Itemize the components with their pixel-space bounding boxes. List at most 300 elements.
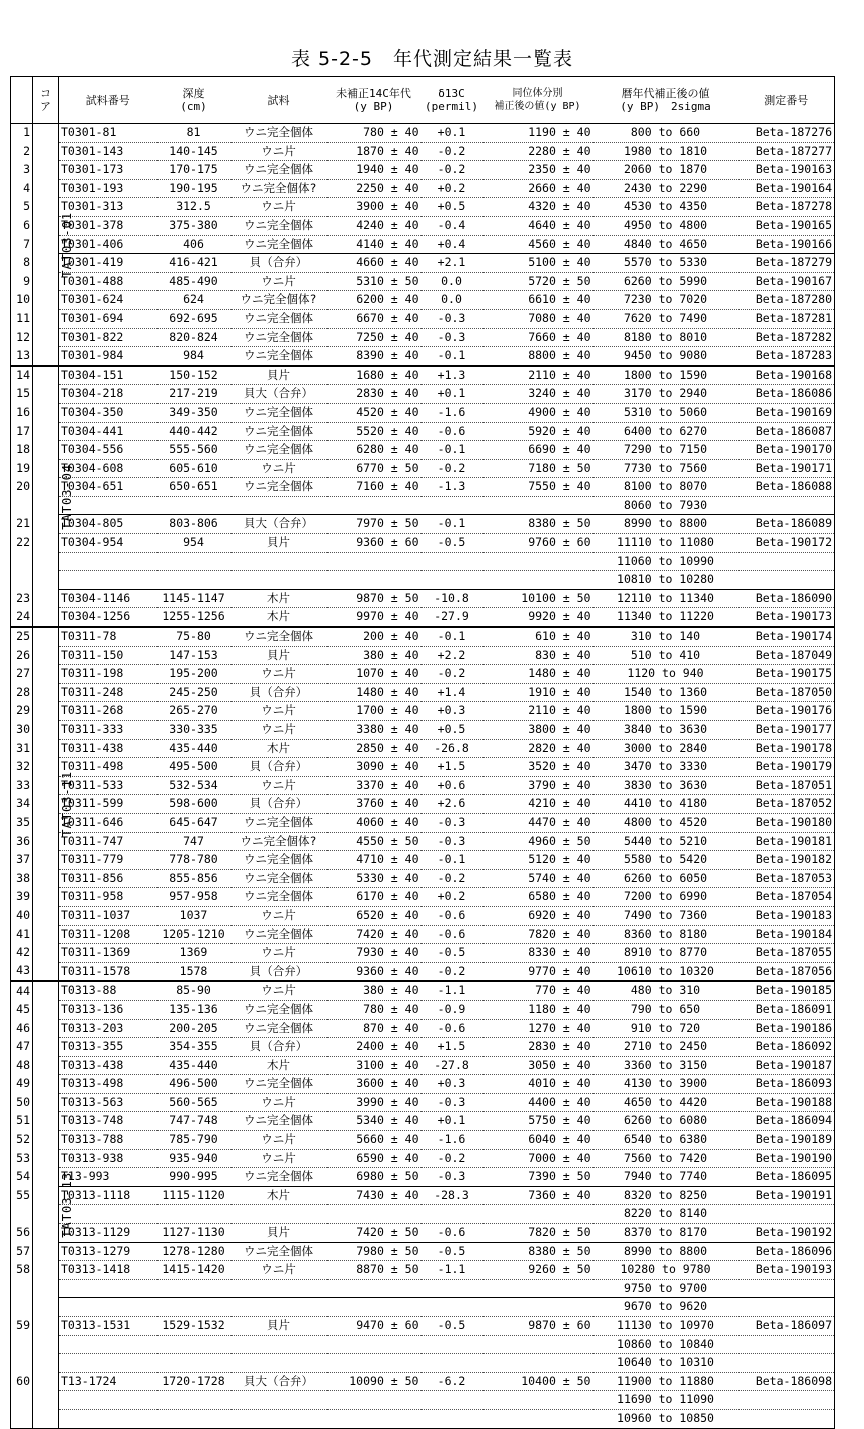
cell-age: 2400 ± 40: [327, 1038, 421, 1057]
row-number: 47: [11, 1038, 33, 1057]
cell-iso: [483, 1279, 593, 1298]
cell-sample: T0311-1369: [59, 944, 157, 963]
cell-sample: T0304-441: [59, 422, 157, 441]
cell-material: ウニ完全個体: [231, 1075, 327, 1094]
cell-cal: 8100 to 8070: [593, 478, 739, 497]
cell-cal: 10610 to 10320: [593, 962, 739, 981]
cell-depth: 140-145: [157, 142, 231, 161]
cell-cal: 1800 to 1590: [593, 366, 739, 385]
cell-age: 380 ± 40: [327, 981, 421, 1000]
cell-cal: 11110 to 11080: [593, 534, 739, 553]
cell-cal: 10640 to 10310: [593, 1354, 739, 1373]
cell-age: 2830 ± 40: [327, 385, 421, 404]
cell-delta: -1.1: [421, 981, 483, 1000]
cell-cal: 7490 to 7360: [593, 906, 739, 925]
table-row: [11, 1149, 835, 1168]
cell-material: 貝片: [231, 1317, 327, 1336]
cell-code: Beta-187283: [739, 347, 835, 366]
row-number: 60: [11, 1372, 33, 1391]
row-number: 16: [11, 403, 33, 422]
cell-delta: [421, 1335, 483, 1354]
cell-delta: -0.6: [421, 906, 483, 925]
cell-material: ウニ完全個体: [231, 478, 327, 497]
cell-age: 3100 ± 40: [327, 1056, 421, 1075]
table-row: [11, 702, 835, 721]
cell-age: 870 ± 40: [327, 1019, 421, 1038]
cell-material: [231, 1354, 327, 1373]
core-label-text: TAT03-04: [60, 463, 75, 530]
cell-age: 10090 ± 50: [327, 1372, 421, 1391]
row-number: [11, 571, 33, 590]
cell-iso: 5100 ± 40: [483, 254, 593, 273]
cell-sample: T0301-406: [59, 235, 157, 254]
cell-age: 200 ± 40: [327, 627, 421, 646]
cell-sample: T0313-203: [59, 1019, 157, 1038]
table-row: [11, 1279, 835, 1298]
cell-cal: 7940 to 7740: [593, 1168, 739, 1187]
cell-age: 5310 ± 50: [327, 272, 421, 291]
cell-depth: 560-565: [157, 1093, 231, 1112]
cell-delta: -1.3: [421, 478, 483, 497]
cell-depth: 1415-1420: [157, 1261, 231, 1280]
cell-depth: 624: [157, 291, 231, 310]
header-cal: 暦年代補正後の値 (y BP) 2sigma: [593, 77, 739, 124]
row-number: 22: [11, 534, 33, 553]
table-row: [11, 1000, 835, 1019]
table-row: [11, 216, 835, 235]
cell-material: ウニ片: [231, 1131, 327, 1150]
cell-depth: [157, 1298, 231, 1317]
table-row: [11, 683, 835, 702]
header-code: 測定番号: [739, 77, 835, 124]
cell-depth: [157, 1205, 231, 1224]
cell-sample: T0311-533: [59, 776, 157, 795]
cell-material: [231, 1298, 327, 1317]
cell-code: Beta-190176: [739, 702, 835, 721]
cell-material: ウニ完全個体: [231, 869, 327, 888]
cell-iso: [483, 1335, 593, 1354]
cell-delta: -0.5: [421, 534, 483, 553]
cell-material: ウニ完全個体: [231, 888, 327, 907]
cell-depth: [157, 552, 231, 571]
cell-age: [327, 496, 421, 515]
cell-iso: 4320 ± 40: [483, 198, 593, 217]
cell-depth: 170-175: [157, 161, 231, 180]
cell-depth: 265-270: [157, 702, 231, 721]
cell-iso: 7390 ± 50: [483, 1168, 593, 1187]
cell-iso: 10400 ± 50: [483, 1372, 593, 1391]
cell-age: 1680 ± 40: [327, 366, 421, 385]
cell-sample: T0311-268: [59, 702, 157, 721]
table-row: [11, 496, 835, 515]
cell-material: ウニ完全個体: [231, 403, 327, 422]
cell-delta: -0.2: [421, 459, 483, 478]
cell-depth: [157, 1409, 231, 1428]
table-row: [11, 608, 835, 627]
table-row: [11, 739, 835, 758]
cell-sample: T0311-1208: [59, 925, 157, 944]
cell-iso: 2110 ± 40: [483, 366, 593, 385]
table-row: [11, 851, 835, 870]
cell-code: Beta-190164: [739, 179, 835, 198]
cell-cal: 6260 to 6050: [593, 869, 739, 888]
cell-code: [739, 496, 835, 515]
cell-iso: 2110 ± 40: [483, 702, 593, 721]
cell-depth: 354-355: [157, 1038, 231, 1057]
cell-age: 3380 ± 40: [327, 721, 421, 740]
cell-delta: +0.2: [421, 179, 483, 198]
cell-sample: T0304-350: [59, 403, 157, 422]
cell-depth: 150-152: [157, 366, 231, 385]
cell-age: 8390 ± 40: [327, 347, 421, 366]
cell-delta: +0.1: [421, 1112, 483, 1131]
cell-depth: [157, 1354, 231, 1373]
cell-cal: 7560 to 7420: [593, 1149, 739, 1168]
cell-material: ウニ完全個体: [231, 1112, 327, 1131]
row-number: 20: [11, 478, 33, 497]
cell-cal: 310 to 140: [593, 627, 739, 646]
cell-sample: T0301-313: [59, 198, 157, 217]
cell-code: Beta-190172: [739, 534, 835, 553]
cell-material: ウニ完全個体: [231, 441, 327, 460]
cell-material: ウニ完全個体: [231, 347, 327, 366]
cell-cal: 7230 to 7020: [593, 291, 739, 310]
table-row: [11, 385, 835, 404]
row-number: 30: [11, 721, 33, 740]
cell-depth: 532-534: [157, 776, 231, 795]
cell-material: [231, 1391, 327, 1410]
cell-sample: T0304-1256: [59, 608, 157, 627]
cell-delta: +0.3: [421, 702, 483, 721]
table-row: [11, 1261, 835, 1280]
row-number: 23: [11, 589, 33, 608]
cell-sample: T0304-556: [59, 441, 157, 460]
row-number: 38: [11, 869, 33, 888]
cell-depth: 990-995: [157, 1168, 231, 1187]
cell-sample: T0313-1129: [59, 1224, 157, 1243]
cell-delta: -0.6: [421, 1019, 483, 1038]
cell-delta: -0.6: [421, 1224, 483, 1243]
cell-iso: 9260 ± 50: [483, 1261, 593, 1280]
cell-age: 7980 ± 50: [327, 1242, 421, 1261]
cell-sample: T0311-599: [59, 795, 157, 814]
core-label-text: TAT03-01: [60, 211, 75, 278]
cell-depth: 485-490: [157, 272, 231, 291]
table-row: [11, 198, 835, 217]
cell-cal: 5440 to 5210: [593, 832, 739, 851]
cell-iso: 2350 ± 40: [483, 161, 593, 180]
cell-iso: [483, 1205, 593, 1224]
cell-age: [327, 571, 421, 590]
row-number: 28: [11, 683, 33, 702]
cell-age: 6770 ± 50: [327, 459, 421, 478]
cell-cal: 3840 to 3630: [593, 721, 739, 740]
row-number: 9: [11, 272, 33, 291]
cell-cal: 1120 to 940: [593, 665, 739, 684]
cell-material: ウニ完全個体?: [231, 291, 327, 310]
cell-material: 貝片: [231, 534, 327, 553]
cell-delta: -1.6: [421, 1131, 483, 1150]
row-number: [11, 496, 33, 515]
cell-code: Beta-190181: [739, 832, 835, 851]
cell-cal: 9450 to 9080: [593, 347, 739, 366]
cell-cal: 7200 to 6990: [593, 888, 739, 907]
cell-sample: T0311-498: [59, 758, 157, 777]
cell-sample: T0301-488: [59, 272, 157, 291]
cell-delta: [421, 1205, 483, 1224]
cell-code: Beta-186087: [739, 422, 835, 441]
cell-iso: 8380 ± 50: [483, 1242, 593, 1261]
cell-code: Beta-190185: [739, 981, 835, 1000]
cell-sample: T0313-438: [59, 1056, 157, 1075]
cell-sample: T0301-822: [59, 328, 157, 347]
cell-sample: T0311-333: [59, 721, 157, 740]
table-row: [11, 422, 835, 441]
cell-material: 貝大（合弁）: [231, 1372, 327, 1391]
cell-material: ウニ完全個体: [231, 124, 327, 143]
row-number: [11, 1205, 33, 1224]
cell-sample: T0304-651: [59, 478, 157, 497]
cell-cal: 8360 to 8180: [593, 925, 739, 944]
cell-cal: 11060 to 10990: [593, 552, 739, 571]
cell-cal: 8370 to 8170: [593, 1224, 739, 1243]
cell-code: [739, 1279, 835, 1298]
cell-iso: 4210 ± 40: [483, 795, 593, 814]
cell-delta: [421, 1409, 483, 1428]
cell-sample: T0301-173: [59, 161, 157, 180]
cell-material: ウニ片: [231, 1149, 327, 1168]
cell-cal: 8990 to 8800: [593, 1242, 739, 1261]
cell-iso: 6040 ± 40: [483, 1131, 593, 1150]
cell-code: Beta-186086: [739, 385, 835, 404]
cell-sample: T13-1724: [59, 1372, 157, 1391]
cell-age: 4550 ± 50: [327, 832, 421, 851]
table-row: [11, 441, 835, 460]
cell-iso: 6690 ± 40: [483, 441, 593, 460]
row-number: 57: [11, 1242, 33, 1261]
cell-iso: 5920 ± 40: [483, 422, 593, 441]
cell-iso: 610 ± 40: [483, 627, 593, 646]
cell-code: Beta-190174: [739, 627, 835, 646]
cell-age: 3760 ± 40: [327, 795, 421, 814]
cell-sample: T0311-198: [59, 665, 157, 684]
table-row: [11, 142, 835, 161]
cell-cal: 5570 to 5330: [593, 254, 739, 273]
cell-delta: +1.4: [421, 683, 483, 702]
cell-age: 780 ± 40: [327, 124, 421, 143]
cell-age: 1480 ± 40: [327, 683, 421, 702]
cell-cal: 11340 to 11220: [593, 608, 739, 627]
cell-depth: 598-600: [157, 795, 231, 814]
cell-material: ウニ片: [231, 272, 327, 291]
cell-depth: 440-442: [157, 422, 231, 441]
cell-iso: [483, 552, 593, 571]
cell-sample: T0313-1418: [59, 1261, 157, 1280]
cell-code: Beta-186094: [739, 1112, 835, 1131]
cell-delta: +0.5: [421, 721, 483, 740]
table-row: [11, 1131, 835, 1150]
cell-depth: 1037: [157, 906, 231, 925]
cell-code: Beta-187278: [739, 198, 835, 217]
table-row: [11, 627, 835, 646]
cell-code: [739, 1298, 835, 1317]
cell-delta: -0.1: [421, 347, 483, 366]
cell-age: 1070 ± 40: [327, 665, 421, 684]
cell-sample: T0301-624: [59, 291, 157, 310]
cell-cal: 1540 to 1360: [593, 683, 739, 702]
cell-depth: 692-695: [157, 309, 231, 328]
table-row: [11, 309, 835, 328]
row-number: 3: [11, 161, 33, 180]
cell-cal: 5310 to 5060: [593, 403, 739, 422]
cell-age: 5520 ± 40: [327, 422, 421, 441]
cell-code: Beta-186088: [739, 478, 835, 497]
cell-material: ウニ片: [231, 198, 327, 217]
cell-code: [739, 552, 835, 571]
row-number: 6: [11, 216, 33, 235]
row-number: 51: [11, 1112, 33, 1131]
cell-iso: 7180 ± 50: [483, 459, 593, 478]
cell-cal: 11130 to 10970: [593, 1317, 739, 1336]
table-header: [11, 77, 835, 124]
row-number: 7: [11, 235, 33, 254]
cell-material: ウニ完全個体: [231, 161, 327, 180]
cell-code: [739, 1335, 835, 1354]
row-number: 24: [11, 608, 33, 627]
cell-cal: 10810 to 10280: [593, 571, 739, 590]
cell-sample: T0311-78: [59, 627, 157, 646]
core-label-text: TAT03-13: [60, 1172, 75, 1238]
cell-delta: -0.2: [421, 1149, 483, 1168]
cell-age: 7160 ± 40: [327, 478, 421, 497]
cell-age: 7970 ± 50: [327, 515, 421, 534]
cell-material: ウニ完全個体: [231, 1168, 327, 1187]
cell-delta: [421, 1354, 483, 1373]
cell-age: 7420 ± 50: [327, 1224, 421, 1243]
cell-delta: -27.8: [421, 1056, 483, 1075]
core-label: [33, 124, 75, 366]
header-core: コア: [33, 77, 59, 124]
row-number: 45: [11, 1000, 33, 1019]
cell-code: Beta-190189: [739, 1131, 835, 1150]
cell-cal: 6540 to 6380: [593, 1131, 739, 1150]
row-number: 32: [11, 758, 33, 777]
cell-material: [231, 1335, 327, 1354]
cell-sample: T0313-1118: [59, 1186, 157, 1205]
header-iso: 同位体分別 補正後の値(y BP): [483, 77, 593, 124]
cell-cal: 8180 to 8010: [593, 328, 739, 347]
cell-delta: -0.2: [421, 962, 483, 981]
row-number: 55: [11, 1186, 33, 1205]
cell-code: Beta-190188: [739, 1093, 835, 1112]
cell-delta: [421, 1391, 483, 1410]
cell-material: 貝片: [231, 1224, 327, 1243]
table-row: [11, 1372, 835, 1391]
core-label: [33, 981, 75, 1428]
cell-iso: 770 ± 40: [483, 981, 593, 1000]
cell-code: Beta-187056: [739, 962, 835, 981]
cell-cal: 9670 to 9620: [593, 1298, 739, 1317]
cell-code: Beta-186098: [739, 1372, 835, 1391]
header-age: 未補正14C年代 (y BP): [327, 77, 421, 124]
table-row: [11, 869, 835, 888]
cell-depth: 245-250: [157, 683, 231, 702]
cell-material: ウニ完全個体: [231, 309, 327, 328]
cell-depth: [157, 1391, 231, 1410]
cell-material: [231, 571, 327, 590]
cell-code: Beta-186093: [739, 1075, 835, 1094]
cell-age: 6520 ± 40: [327, 906, 421, 925]
cell-code: Beta-186089: [739, 515, 835, 534]
row-number: 15: [11, 385, 33, 404]
cell-cal: 3000 to 2840: [593, 739, 739, 758]
cell-iso: 7820 ± 40: [483, 925, 593, 944]
cell-depth: 190-195: [157, 179, 231, 198]
cell-iso: 9920 ± 40: [483, 608, 593, 627]
cell-code: [739, 1354, 835, 1373]
cell-cal: 910 to 720: [593, 1019, 739, 1038]
table-row: [11, 1205, 835, 1224]
table-body: [11, 124, 835, 1429]
table-row: [11, 665, 835, 684]
cell-age: 7930 ± 40: [327, 944, 421, 963]
cell-material: [231, 1409, 327, 1428]
cell-sample: T0301-419: [59, 254, 157, 273]
cell-depth: 645-647: [157, 813, 231, 832]
cell-code: Beta-190163: [739, 161, 835, 180]
cell-code: Beta-190179: [739, 758, 835, 777]
cell-material: 貝（合弁）: [231, 795, 327, 814]
cell-code: Beta-190166: [739, 235, 835, 254]
cell-depth: 75-80: [157, 627, 231, 646]
cell-code: Beta-187053: [739, 869, 835, 888]
table-row: [11, 552, 835, 571]
cell-iso: 7660 ± 40: [483, 328, 593, 347]
cell-iso: 830 ± 40: [483, 646, 593, 665]
cell-iso: 7080 ± 40: [483, 309, 593, 328]
cell-iso: 5120 ± 40: [483, 851, 593, 870]
table-row: [11, 515, 835, 534]
cell-delta: -0.1: [421, 627, 483, 646]
row-number: [11, 1354, 33, 1373]
row-number: 42: [11, 944, 33, 963]
cell-cal: 8320 to 8250: [593, 1186, 739, 1205]
cell-sample: T0313-355: [59, 1038, 157, 1057]
cell-depth: 349-350: [157, 403, 231, 422]
cell-sample: T0313-136: [59, 1000, 157, 1019]
row-number: 43: [11, 962, 33, 981]
row-number: 46: [11, 1019, 33, 1038]
cell-delta: -0.9: [421, 1000, 483, 1019]
cell-material: 木片: [231, 1056, 327, 1075]
cell-depth: 855-856: [157, 869, 231, 888]
cell-age: 4060 ± 40: [327, 813, 421, 832]
cell-cal: 8910 to 8770: [593, 944, 739, 963]
cell-depth: 555-560: [157, 441, 231, 460]
cell-material: ウニ片: [231, 459, 327, 478]
cell-delta: -0.4: [421, 216, 483, 235]
table-row: [11, 1075, 835, 1094]
cell-age: 3990 ± 40: [327, 1093, 421, 1112]
table-row: [11, 589, 835, 608]
cell-depth: 820-824: [157, 328, 231, 347]
row-number: 1: [11, 124, 33, 143]
cell-sample: T0311-958: [59, 888, 157, 907]
cell-delta: -0.3: [421, 1168, 483, 1187]
cell-code: Beta-190165: [739, 216, 835, 235]
cell-material: [231, 496, 327, 515]
cell-code: Beta-187279: [739, 254, 835, 273]
